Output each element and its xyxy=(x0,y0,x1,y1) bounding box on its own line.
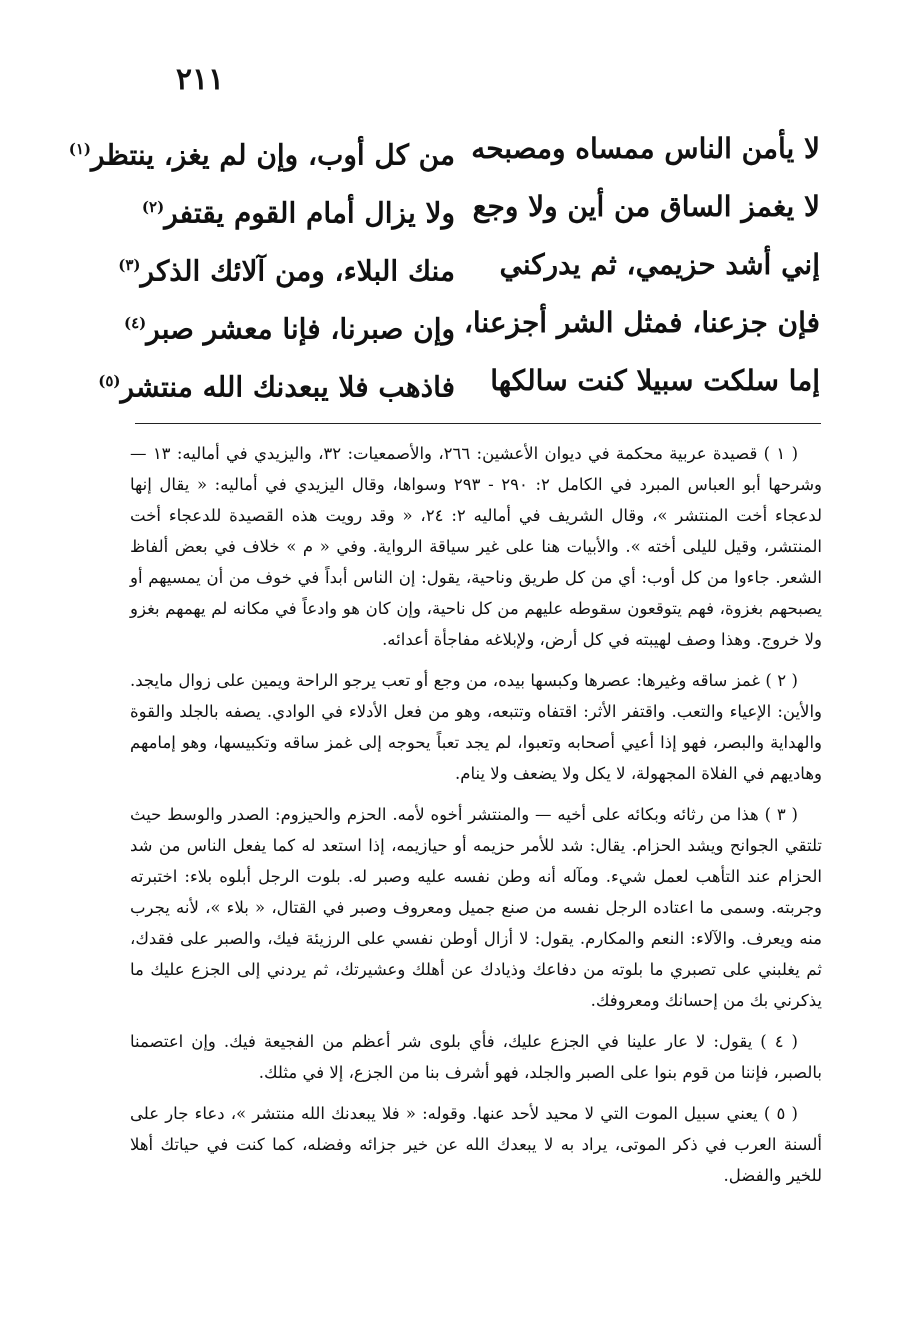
footnote: ( ٢ ) غمز ساقه وغيرها: عصرها وكبسها بيده، من وجع أو تعب يرجو الراحة ويمين على زوال مايجد. والأين: الإعياء والتعب. واقتفر الأثر: اقتفاه وتتبعه، وهو من فعل الأدلاء في الوادي. يصفه بالجلد والقوة والهداية والبصر، فهو إذا أعيي أصحابه وتعبوا، لم يجد تعباً يحوجه إلى غمز ساقه وتكبيسها، وهو إمامهم وهاديهم في الفلاة المجهولة، لا يكل ولا يضعف ولا ينام. xyxy=(130,671,822,783)
verse-second-text: من كل أوب، وإن لم يغز، ينتظر xyxy=(91,138,455,172)
footnote-marker: (٣) xyxy=(118,256,141,274)
footnote-separator xyxy=(135,423,821,424)
footnotes xyxy=(130,438,822,1201)
verse-first-hemistich: فإن جزعنا، فمثل الشر أجزعنا، xyxy=(463,306,820,339)
verse-second-hemistich xyxy=(141,178,455,236)
verse-second-text: منك البلاء، ومن آلائك الذكر xyxy=(140,254,455,288)
verse-second-text: فاذهب فلا يبعدنك الله منتشر xyxy=(120,370,455,404)
verse-second-text: وإن صبرنا، فإنا معشر صبر xyxy=(146,312,455,346)
footnote: ( ١ ) قصيدة عربية محكمة في ديوان الأعشين: ٢٦٦، والأصمعيات: ٣٢، واليزيدي في أماليه: ١٣ — وشرحها أبو العباس المبرد في الكامل ٢: ٢٩٠ - ٢٩٣ وسواها، وقال اليزيدي في أماليه: « يقال إنها لدعجاء أخت المنتشر »، وقال الشريف في أماليه ٢: ٢٤، « وقد رويت هذه القصيدة للدعجاء أخت المنتشر، وقيل لليلى أخته ». والأبيات هنا على غير سياقة الرواية. وفي « م » خلاف في بعض ألفاظ الشعر. جاءوا من كل أوب: أي من كل طريق وناحية، يقول: إن الناس أبداً في خوف من أن يمسيهم أو يصبحهم بغزوة، فهم يتوقعون سقوطه عليهم من كل ناحية، وإن كان هو وادعاً في مكانه لم يهمهم بغزو ولا خروج. وهذا وصف لهيبته في كل أرض، ولإبلاغه مفاجأة أعدائه. xyxy=(130,444,822,649)
footnote: ( ٣ ) هذا من رثائه وبكائه على أخيه — والمنتشر أخوه لأمه. الحزم والحيزوم: الصدر والوسط حيث تلتقي الجوانح ويشد الحزام. يقال: شد للأمر حزيمه أو حيازيمه، إذا استعد له كما يفعل الناس من شد الحزام عند التأهب لعمل شيء. ومآله أنه وطن نفسه عليه وصبر له. بلوت الرجل أبلوه بلاء: اختبرته وجربته. وسمى ما اعتاده الرجل نفسه من صنع جميل ومعروف وصبر في القتال، « بلاء »، لأنه يجرب منه ويعرف. والآلاء: النعم والمكارم. يقول: لا أزال أوطن نفسي على الرزيئة فيك، والصبر على فقدك، ثم يغلبني على تصبري ما بلوته من دفاعك وذيادك عن أهلك وعشيرتك، ثم يردني إلى الجزع عليك ما يذكرني بك من إحسانك ومعروفك. xyxy=(130,805,822,1010)
verse-first-hemistich: لا يأمن الناس ممساه ومصبحه xyxy=(471,132,820,165)
verse-first-hemistich: إما سلكت سبيلا كنت سالكها xyxy=(490,364,820,397)
footnote-marker: (١) xyxy=(68,140,92,158)
footnote-marker: (٥) xyxy=(98,372,121,390)
verse-second-hemistich xyxy=(123,294,455,352)
poem xyxy=(68,120,820,410)
footnote: ( ٤ ) يقول: لا عار علينا في الجزع عليك، فأي بلوى شر أعظم من الفجيعة فيك. وإن اعتصمنا بالصبر، فإننا من قوم بنوا على الصبر والجلد، فهو أشرف بنا من الجزع، إلا في مثلك. xyxy=(130,1032,822,1082)
verse-line xyxy=(123,294,820,352)
verse-second-hemistich xyxy=(118,236,455,294)
verse-first-hemistich: لا يغمز الساق من أين ولا وجع xyxy=(472,190,820,223)
verse-line xyxy=(130,178,820,236)
footnote-marker: (٢) xyxy=(141,198,165,216)
footnote-marker: (٤) xyxy=(123,314,147,332)
verse-second-text: ولا يزال أمام القوم يقتفر xyxy=(164,196,455,230)
verse-second-hemistich xyxy=(98,352,455,410)
verse-first-hemistich: إني أشد حزيمي، ثم يدركني xyxy=(499,248,820,281)
page-number: ٢١١ xyxy=(175,62,225,97)
verse-line xyxy=(68,120,820,178)
verse-line xyxy=(118,236,820,294)
verse-second-hemistich xyxy=(68,120,455,178)
footnote: ( ٥ ) يعني سبيل الموت التي لا محيد لأحد عنها. وقوله: « فلا يبعدنك الله منتشر »، دعاء جار على ألسنة العرب في ذكر الموتى، يراد به لا يبعدك الله عن خير جزائه وفضله، كما كنت في حياتك أهلا للخير والفضل. xyxy=(130,1104,822,1185)
verse-line xyxy=(98,352,820,410)
